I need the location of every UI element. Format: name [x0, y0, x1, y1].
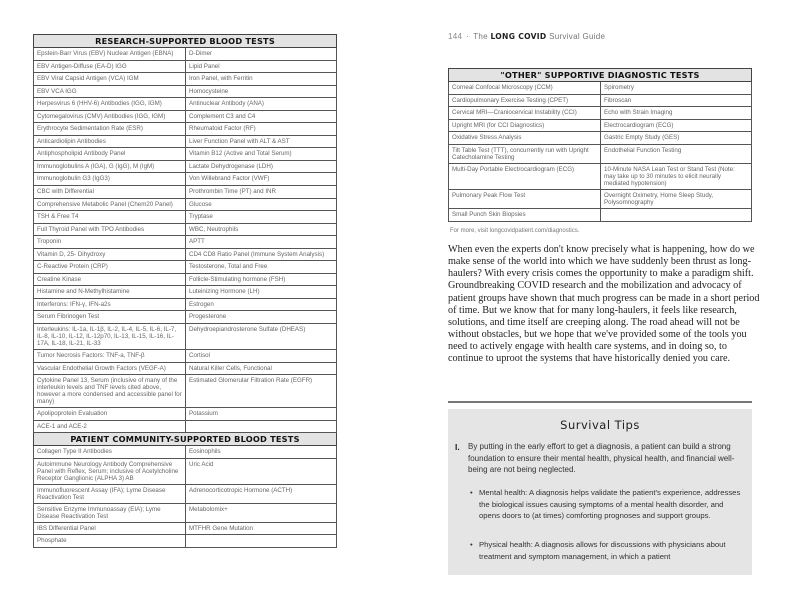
table-cell-left: Creatine Kinase: [34, 273, 186, 286]
table-cell-left: Sensitive Enzyme Immunoassay (EIA); Lyme Disease Reactivation Test: [34, 503, 186, 522]
table-cell-right: Tryptase: [186, 211, 337, 224]
table-cell-left: Collagen Type II Antibodies: [34, 446, 186, 459]
table-cell-left: EBV VCA IGG: [34, 85, 186, 98]
section-divider: [448, 401, 752, 403]
table-cell-right: WBC, Neutrophils: [186, 223, 337, 236]
table-cell-right: Lipid Panel: [186, 60, 337, 73]
table-cell-left: Cervical MRI—Craniocervical Instability (CCI): [449, 107, 601, 120]
table-cell-left: EBV Viral Capsid Antigen (VCA) IGM: [34, 73, 186, 86]
title-prefix: The: [473, 32, 488, 41]
table-cell-right: Dehydroepiandrosterone Sulfate (DHEAS): [186, 324, 337, 350]
table-cell-left: Upright MRI (for CCI Diagnostics): [449, 119, 601, 132]
table-cell-left: Apolipoprotein Evaluation: [34, 408, 186, 421]
table-row: [34, 173, 337, 186]
table-cell-right: Complement C3 and C4: [186, 110, 337, 123]
community-table-body: [34, 446, 337, 548]
table-row: [449, 94, 752, 107]
table-row: [34, 286, 337, 299]
table-cell-right: Cortisol: [186, 350, 337, 363]
table-cell-right: Endothelial Function Testing: [601, 144, 752, 163]
table-cell-left: Cytokine Panel 13, Serum (inclusive of many of the interleukin levels and TNF levels cited above, however a more condensed and accessible panel for many): [34, 375, 186, 408]
table-cell-right: Rheumatoid Factor (RF): [186, 123, 337, 136]
table-cell-left: Anticardiolipin Antibodies: [34, 135, 186, 148]
table-cell-right: Von Willebrand Factor (VWF): [186, 173, 337, 186]
table-row: [449, 132, 752, 145]
table-row: [34, 98, 337, 111]
table-row: [34, 311, 337, 324]
table-row: [34, 273, 337, 286]
table-row: [34, 123, 337, 136]
table-cell-right: Follicle-Stimulating hormone (FSH): [186, 273, 337, 286]
table-cell-left: Tumor Necrosis Factors: TNF-a, TNF-β: [34, 350, 186, 363]
table-row: [34, 135, 337, 148]
table-cell-right: Echo with Strain Imaging: [601, 107, 752, 120]
table-row: [34, 148, 337, 161]
research-table-body: [34, 48, 337, 433]
table-row: [34, 350, 337, 363]
table-cell-right: Spirometry: [601, 82, 752, 95]
table-cell-right: Metabolomix+: [186, 503, 337, 522]
table-cell-left: Erythrocyte Sedimentation Rate (ESR): [34, 123, 186, 136]
table-row: [34, 261, 337, 274]
table-cell-right: Gastric Empty Study (GES): [601, 132, 752, 145]
blood-tests-table: [33, 34, 337, 548]
body-paragraph: When even the experts don't know precisely what is happening, how do we make sense of the world into which we have suddenly been thrust as long-haulers? With every crisis comes the opportunity to make a paradigm shift. Groundbreaking COVID research and the mobilization and advocacy of patient groups have shown that much progress can be made in a short period of time. But we know that for many long-haulers, it feels like research, solutions, and time itself are creeping along. The road ahead will not be without obstacles, but we hope that we've provided some of the tools you need to actively engage with health care systems, and in doing so, to continue to uproot the systems that have historically denied you care.: [448, 244, 760, 365]
table-cell-left: Immunoglobulins A (IGA), G (IgG), M (IgM): [34, 160, 186, 173]
tip-text: By putting in the early effort to get a diagnosis, a patient can build a strong foundation to ensure their mental health, physical health, and financial well-being are not being neglected.: [468, 442, 735, 474]
table-cell-left: Autoimmune Neurology Antibody Comprehensive Panel with Reflex, Serum; inclusive of Acetylcholine Receptor Ganglionic (ALPHA 3) AB: [34, 458, 186, 484]
running-head: [448, 32, 605, 41]
diagnostics-link-note: For more, visit longcovidpatient.com/diagnostics.: [450, 228, 580, 234]
table-row: [34, 408, 337, 421]
table-cell-left: Cytomegalovirus (CMV) Antibodies (IGG, IGM): [34, 110, 186, 123]
table-cell-left: CBC with Differential: [34, 186, 186, 199]
table-cell-left: Oxidative Stress Analysis: [449, 132, 601, 145]
table-row: [34, 110, 337, 123]
table-cell-left: Cardiopulmonary Exercise Testing (CPET): [449, 94, 601, 107]
table-row: [34, 503, 337, 522]
title-suffix: Survival Guide: [549, 32, 606, 41]
table-cell-left: Vitamin D, 25- Dihydroxy: [34, 248, 186, 261]
table-cell-right: CD4 CD8 Ratio Panel (Immune System Analysis): [186, 248, 337, 261]
survival-tips-title: Survival Tips: [560, 418, 640, 432]
table-row: [449, 208, 752, 221]
table-row: [34, 73, 337, 86]
table-cell-left: IBS Differential Panel: [34, 522, 186, 535]
other-tests-table: [448, 68, 752, 222]
table-cell-left: Serum Fibrinogen Test: [34, 311, 186, 324]
table-cell-left: Immunofluorescent Assay (IFA); Lyme Disease Reactivation Test: [34, 484, 186, 503]
table-row: [34, 48, 337, 61]
table-cell-left: Immunoglobulin G3 (IgG3): [34, 173, 186, 186]
table-row: [34, 324, 337, 350]
table-cell-left: Interleukins: IL-1a, IL-1β, IL-2, IL-4, IL-5, IL-6, IL-7, IL-8, IL-10, IL-12, IL-12p70, IL-13, IL-15, IL-16, IL-17A, IL-18, IL-21, IL-33: [34, 324, 186, 350]
table-cell-left: Vascular Endothelial Growth Factors (VEGF-A): [34, 362, 186, 375]
table-cell-right: Homocysteine: [186, 85, 337, 98]
table-cell-left: Herpesvirus 6 (HHV-6) Antibodies (IGG, IGM): [34, 98, 186, 111]
table-cell-right: MTFHR Gene Mutation: [186, 522, 337, 535]
table-cell-right: Estimated Glomerular Filtration Rate (EGFR): [186, 375, 337, 408]
table-row: [34, 223, 337, 236]
table-cell-right: [601, 208, 752, 221]
table-cell-right: Antinuclear Antibody (ANA): [186, 98, 337, 111]
table-cell-left: Troponin: [34, 236, 186, 249]
bullet-text: Physical health: A diagnosis allows for discussions with physicians about treatment and symptom management, in which a patient: [479, 540, 726, 561]
table-cell-left: Interferons: IFN-γ, IFN-a2s: [34, 298, 186, 311]
table-cell-right: [186, 420, 337, 433]
tip-number: I.: [455, 442, 460, 452]
other-table-title: "OTHER" SUPPORTIVE DIAGNOSTIC TESTS: [449, 69, 752, 82]
table-cell-right: Estrogen: [186, 298, 337, 311]
bullet-icon: •: [470, 488, 473, 497]
table-row: [34, 446, 337, 459]
table-cell-left: Antiphospholipid Antibody Panel: [34, 148, 186, 161]
table-row: [34, 298, 337, 311]
table-cell-right: Progesterone: [186, 311, 337, 324]
page-number: 144: [448, 32, 463, 41]
tip-bullet: [470, 539, 741, 562]
tip-bullet: [470, 487, 741, 522]
bullet-text: Mental health: A diagnosis helps validate the patient's experience, addresses the biological issues causing symptoms of a mental health disorder, and opens doors to (at times) comforting prognoses and support groups.: [479, 488, 741, 520]
table-cell-left: Phosphate: [34, 535, 186, 548]
table-cell-left: C-Reactive Protein (CRP): [34, 261, 186, 274]
table-cell-right: Fibroscan: [601, 94, 752, 107]
table-cell-right: Potassium: [186, 408, 337, 421]
table-row: [34, 362, 337, 375]
table-row: [34, 375, 337, 408]
table-cell-right: Natural Killer Cells, Functional: [186, 362, 337, 375]
table-cell-left: Epstein-Barr Virus (EBV) Nuclear Antigen (EBNA): [34, 48, 186, 61]
table-row: [34, 236, 337, 249]
table-cell-right: Electrocardiogram (ECG): [601, 119, 752, 132]
table-cell-right: Luteinizing Hormone (LH): [186, 286, 337, 299]
table-row: [34, 211, 337, 224]
table-cell-right: Iron Panel, with Ferritin: [186, 73, 337, 86]
bullet-icon: •: [470, 540, 473, 549]
table-cell-right: Lactate Dehydrogenase (LDH): [186, 160, 337, 173]
table-cell-right: Testosterone, Total and Free: [186, 261, 337, 274]
table-row: [34, 484, 337, 503]
table-cell-right: APTT: [186, 236, 337, 249]
community-table-title: PATIENT COMMUNITY-SUPPORTED BLOOD TESTS: [34, 433, 337, 446]
table-row: [449, 107, 752, 120]
table-row: [34, 85, 337, 98]
table-cell-left: Full Thyroid Panel with TPO Antibodies: [34, 223, 186, 236]
table-row: [34, 198, 337, 211]
separator: ·: [466, 32, 470, 41]
table-cell-left: EBV Antigen-Diffuse (EA-D) IGG: [34, 60, 186, 73]
research-table-title: RESEARCH-SUPPORTED BLOOD TESTS: [34, 35, 337, 48]
table-row: [34, 535, 337, 548]
table-row: [34, 420, 337, 433]
table-cell-right: Prothrombin Time (PT) and INR: [186, 186, 337, 199]
table-row: [449, 189, 752, 208]
table-cell-left: Corneal Confocal Microscopy (CCM): [449, 82, 601, 95]
table-row: [34, 60, 337, 73]
table-cell-right: [186, 535, 337, 548]
table-cell-left: Multi-Day Portable Electrocardiogram (ECG): [449, 163, 601, 189]
table-row: [449, 163, 752, 189]
table-row: [34, 186, 337, 199]
table-row: [449, 82, 752, 95]
table-cell-right: Adrenocorticotropic Hormone (ACTH): [186, 484, 337, 503]
table-row: [34, 522, 337, 535]
table-cell-right: Overnight Oximetry, Home Sleep Study, Polysomnography: [601, 189, 752, 208]
table-cell-right: Uric Acid: [186, 458, 337, 484]
other-table-body: [449, 82, 752, 222]
table-cell-right: Glucose: [186, 198, 337, 211]
table-cell-right: 10-Minute NASA Lean Test or Stand Test (Note: may take up to 30 minutes to elicit neurally mediated hypotension): [601, 163, 752, 189]
table-cell-right: D-Dimer: [186, 48, 337, 61]
table-cell-left: Comprehensive Metabolic Panel (Chem20 Panel): [34, 198, 186, 211]
table-cell-left: TSH & Free T4: [34, 211, 186, 224]
table-cell-right: Vitamin B12 (Active and Total Serum): [186, 148, 337, 161]
table-cell-right: Eosinophils: [186, 446, 337, 459]
table-cell-left: Small Punch Skin Biopsies: [449, 208, 601, 221]
table-row: [34, 248, 337, 261]
table-row: [34, 458, 337, 484]
table-row: [449, 119, 752, 132]
table-cell-left: Histamine and N-Methylhistamine: [34, 286, 186, 299]
table-cell-left: Pulmonary Peak Flow Test: [449, 189, 601, 208]
table-cell-right: Liver Function Panel with ALT & AST: [186, 135, 337, 148]
table-row: [449, 144, 752, 163]
table-cell-left: ACE-1 and ACE-2: [34, 420, 186, 433]
table-cell-left: Tilt Table Test (TTT), concurrently run with Upright Catecholamine Testing: [449, 144, 601, 163]
table-row: [34, 160, 337, 173]
survival-tips-box: [448, 409, 752, 575]
title-bold: LONG COVID: [490, 32, 547, 41]
